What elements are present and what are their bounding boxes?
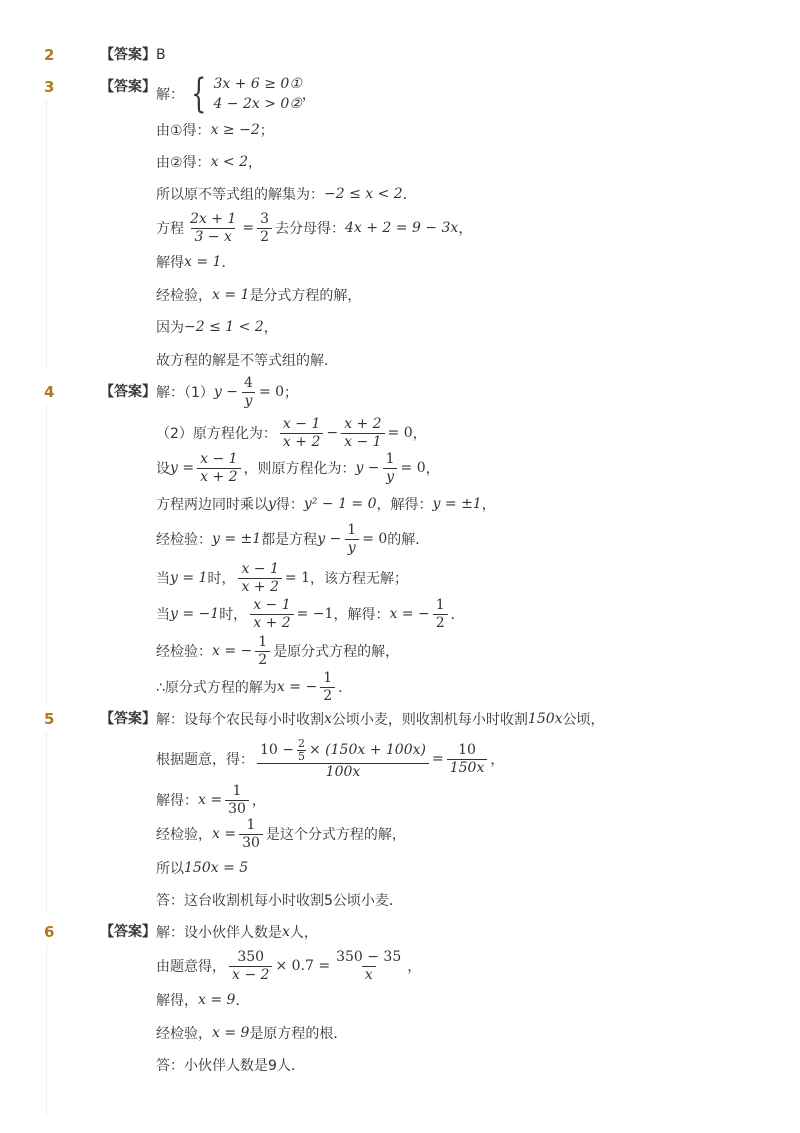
fraction xyxy=(280,416,323,451)
math: y xyxy=(268,496,276,512)
numerator: 1 xyxy=(246,816,256,833)
fraction xyxy=(433,597,448,632)
answer-value: B xyxy=(156,47,166,63)
text: ； xyxy=(259,123,274,139)
fraction xyxy=(447,742,488,777)
question-number: 5 xyxy=(44,710,55,728)
math: = 0 xyxy=(387,425,413,441)
fraction xyxy=(297,738,306,763)
math: x = 9 xyxy=(198,992,236,1008)
fraction xyxy=(333,949,404,984)
text: ，解得： xyxy=(333,607,390,623)
math: 150x = 5 xyxy=(184,860,249,876)
numerator: 1 xyxy=(258,633,268,650)
text: ∴原分式方程的解为 xyxy=(156,680,277,696)
numerator xyxy=(257,738,429,763)
text: ， xyxy=(425,461,440,477)
question-number: 3 xyxy=(44,78,55,96)
denominator: y xyxy=(383,468,397,486)
text: 经检验： xyxy=(156,532,212,548)
text: 经检验， xyxy=(156,827,212,843)
denominator: x + 2 xyxy=(280,433,323,451)
denominator: 2 xyxy=(320,687,335,705)
text: ，该方程无解； xyxy=(309,571,408,587)
question-number: 6 xyxy=(44,923,55,941)
text: 故方程的解是不等式组的解． xyxy=(156,353,338,369)
text: 经检验： xyxy=(156,644,212,660)
solution-line xyxy=(156,316,278,338)
math: x = xyxy=(198,792,223,808)
math: x = − xyxy=(276,679,318,695)
question-bar xyxy=(46,945,47,1115)
fraction xyxy=(239,817,263,852)
denominator: x + 2 xyxy=(197,468,240,486)
math: x < 2 xyxy=(210,154,248,170)
fraction xyxy=(225,783,249,818)
denominator: x xyxy=(362,966,376,984)
solution-line xyxy=(156,989,249,1011)
text: ． xyxy=(338,680,353,696)
text: 由题意得， xyxy=(156,959,226,975)
text: 解得 xyxy=(156,255,184,271)
text: ． xyxy=(221,255,236,271)
solution-line xyxy=(156,448,440,488)
text: 是原方程的根． xyxy=(249,1026,348,1042)
text: ， xyxy=(301,87,316,103)
denominator: 5 xyxy=(298,749,305,763)
math: x ≥ −2 xyxy=(210,122,260,138)
text: 解： xyxy=(156,87,184,103)
denominator: 100x xyxy=(257,763,429,781)
denominator: x − 2 xyxy=(229,966,272,984)
numerator: x − 1 xyxy=(253,596,291,613)
math: x = − xyxy=(389,606,430,622)
text: ， xyxy=(251,793,266,809)
solution-line xyxy=(156,151,262,173)
math: x = xyxy=(212,826,237,842)
numerator: x − 1 xyxy=(241,560,279,577)
text: 根据题意，得： xyxy=(156,752,254,768)
solution-line xyxy=(156,946,421,986)
fraction xyxy=(229,949,272,984)
text: ， xyxy=(490,752,505,768)
denominator: 150x xyxy=(447,759,488,777)
text: 公顷， xyxy=(562,712,605,728)
question-number: 2 xyxy=(44,46,55,64)
equation-2: 4 − 2x > 0② xyxy=(213,96,302,112)
text: 解：设小伙伴人数是 xyxy=(156,925,282,941)
text: 因为 xyxy=(156,320,184,336)
answer-tag: 【答案】 xyxy=(100,711,156,727)
math: = 0 xyxy=(400,460,426,476)
text: ，则原方程化为： xyxy=(243,461,356,477)
math: y = 1 xyxy=(170,570,208,586)
question-bar xyxy=(46,732,47,912)
answer-tag: 【答案】 xyxy=(100,79,156,95)
denominator: 30 xyxy=(225,800,249,818)
text: 公顷小麦，则收割机每小时收割 xyxy=(331,712,528,728)
text: 是原分式方程的解， xyxy=(273,644,400,660)
text: ， xyxy=(412,426,427,442)
solution-line xyxy=(156,921,318,943)
math: x xyxy=(282,924,290,940)
math: x xyxy=(324,711,332,727)
text: 由①得： xyxy=(156,123,211,139)
text: 当 xyxy=(156,571,170,587)
solution-line xyxy=(156,632,399,670)
solution-line xyxy=(156,708,605,730)
numerator: 350 − 35 xyxy=(336,948,402,965)
math: 10 − xyxy=(260,741,294,758)
math: y − xyxy=(317,531,342,547)
text: 当 xyxy=(156,607,170,623)
text: 得： xyxy=(275,497,304,513)
math: = 1 xyxy=(284,570,310,586)
text: 方程两边同时乘以 xyxy=(156,497,268,513)
solution-line xyxy=(156,814,406,854)
fraction xyxy=(383,451,398,486)
fraction xyxy=(344,522,359,557)
denominator: 30 xyxy=(239,834,263,852)
solution-line xyxy=(156,595,465,633)
denominator: 2 xyxy=(257,228,272,246)
equation-1: 3x + 6 ≥ 0① xyxy=(213,76,302,92)
denominator: 2 xyxy=(255,651,270,669)
numerator: 1 xyxy=(385,450,395,467)
text: 都是方程 xyxy=(261,532,318,548)
text: ，解得： xyxy=(376,497,433,513)
solution-line xyxy=(156,251,235,273)
answer-tag: 【答案】 xyxy=(100,924,156,940)
solution-line xyxy=(156,1022,347,1044)
denominator: x + 2 xyxy=(238,578,281,596)
math: = 0 xyxy=(258,384,285,400)
brace-icon: { xyxy=(191,71,207,117)
solution-line xyxy=(156,183,417,205)
denominator: y xyxy=(242,392,256,410)
fraction xyxy=(250,597,293,632)
question-bar xyxy=(46,405,47,705)
math: − xyxy=(326,425,339,441)
math: x = 9 xyxy=(212,1025,250,1041)
fraction xyxy=(320,670,335,705)
numerator: 3 xyxy=(260,210,269,227)
question-bar xyxy=(46,100,47,368)
solution-line xyxy=(156,857,248,879)
text: ， xyxy=(458,221,473,237)
fraction xyxy=(238,561,281,596)
text: 人， xyxy=(289,925,318,941)
math: y = ±1 xyxy=(212,531,262,547)
denominator: 2 xyxy=(433,614,448,632)
math: y = xyxy=(170,460,195,476)
text: 解：设每个农民每小时收割 xyxy=(156,712,324,728)
math: x = − xyxy=(212,643,253,659)
solution-line xyxy=(156,519,429,559)
text: ， xyxy=(263,320,278,336)
fraction xyxy=(257,211,272,246)
text: 时， xyxy=(207,571,236,587)
fraction xyxy=(341,416,384,451)
solution-line xyxy=(156,559,408,597)
fraction xyxy=(257,738,429,781)
math: × 0.7 = xyxy=(275,958,331,974)
math: y − xyxy=(213,384,239,400)
math: = xyxy=(242,220,255,236)
fraction xyxy=(187,211,239,246)
numerator: 1 xyxy=(323,669,333,686)
solution-line xyxy=(156,737,504,781)
denominator: y xyxy=(345,539,359,557)
text: 解得， xyxy=(156,993,198,1009)
equation-system xyxy=(213,74,301,114)
math: 150x xyxy=(527,711,563,727)
text: 经检验， xyxy=(156,1026,212,1042)
solution-line xyxy=(156,413,427,453)
solution-line xyxy=(156,1054,305,1076)
text: ， xyxy=(407,959,422,975)
math: y² − 1 = 0 xyxy=(303,496,377,512)
numerator: 350 xyxy=(237,948,265,965)
text: 是分式方程的解， xyxy=(249,288,362,304)
text: 的解． xyxy=(387,532,430,548)
solution-line xyxy=(156,284,361,306)
denominator: x + 2 xyxy=(250,614,293,632)
answer-tag: 【答案】 xyxy=(100,384,156,400)
text: 答：小伙伴人数是9人． xyxy=(156,1058,305,1074)
numerator: 10 xyxy=(458,741,476,758)
math: = 0 xyxy=(362,531,388,547)
solution-line xyxy=(156,72,316,116)
text: 设 xyxy=(156,461,170,477)
text: 方程 xyxy=(156,221,184,237)
text: 答：这台收割机每小时收割5公顷小麦． xyxy=(156,893,403,909)
numerator: 1 xyxy=(232,782,242,799)
math: y = −1 xyxy=(170,606,220,622)
text: ， xyxy=(481,497,496,513)
solution-line xyxy=(156,668,352,706)
solution-line xyxy=(156,208,472,248)
numerator: 4 xyxy=(244,374,253,391)
denominator: 3 − x xyxy=(191,228,234,246)
math: −2 ≤ 1 < 2 xyxy=(184,319,264,335)
math: y − xyxy=(355,460,380,476)
text: 由②得： xyxy=(156,155,211,171)
numerator: x − 1 xyxy=(200,450,238,467)
numerator: x + 2 xyxy=(344,415,382,432)
numerator: 1 xyxy=(435,596,445,613)
numerator: 2 xyxy=(298,736,305,750)
math: × (150x + 100x) xyxy=(309,741,426,758)
text: ． xyxy=(402,187,417,203)
text: 去分母得： xyxy=(275,221,345,237)
text: 经检验， xyxy=(156,288,212,304)
solution-line xyxy=(156,349,338,371)
math: x = 1 xyxy=(184,254,222,270)
text: ， xyxy=(248,155,262,171)
text: 时， xyxy=(219,607,248,623)
math: 4x + 2 = 9 − 3x xyxy=(345,220,459,236)
text: ． xyxy=(450,607,465,623)
text: 解得： xyxy=(156,793,198,809)
text: 解：（1） xyxy=(156,385,214,401)
solution-line xyxy=(156,493,496,515)
math: = xyxy=(431,751,444,767)
text: ； xyxy=(284,385,299,401)
math: x = 1 xyxy=(212,287,250,303)
solution-line xyxy=(156,372,298,412)
text: 是这个分式方程的解， xyxy=(265,827,406,843)
math: −2 ≤ x < 2 xyxy=(324,186,403,202)
text: 所以 xyxy=(156,861,184,877)
fraction xyxy=(241,375,256,410)
text: 所以原不等式组的解集为： xyxy=(156,187,324,203)
solution-line xyxy=(156,889,403,911)
math: = −1 xyxy=(296,606,334,622)
answer-tag-text: 【答案】 xyxy=(100,47,156,63)
numerator: 2x + 1 xyxy=(190,210,237,227)
solution-line xyxy=(156,119,274,141)
answer-tag xyxy=(100,46,166,64)
text: （2）原方程化为： xyxy=(156,426,277,442)
numerator: x − 1 xyxy=(282,415,321,432)
text: ． xyxy=(235,993,250,1009)
question-number: 4 xyxy=(44,383,55,401)
fraction xyxy=(255,634,270,669)
denominator: x − 1 xyxy=(341,433,384,451)
numerator: 1 xyxy=(347,521,357,538)
fraction xyxy=(197,451,240,486)
math: y = ±1 xyxy=(432,496,482,512)
